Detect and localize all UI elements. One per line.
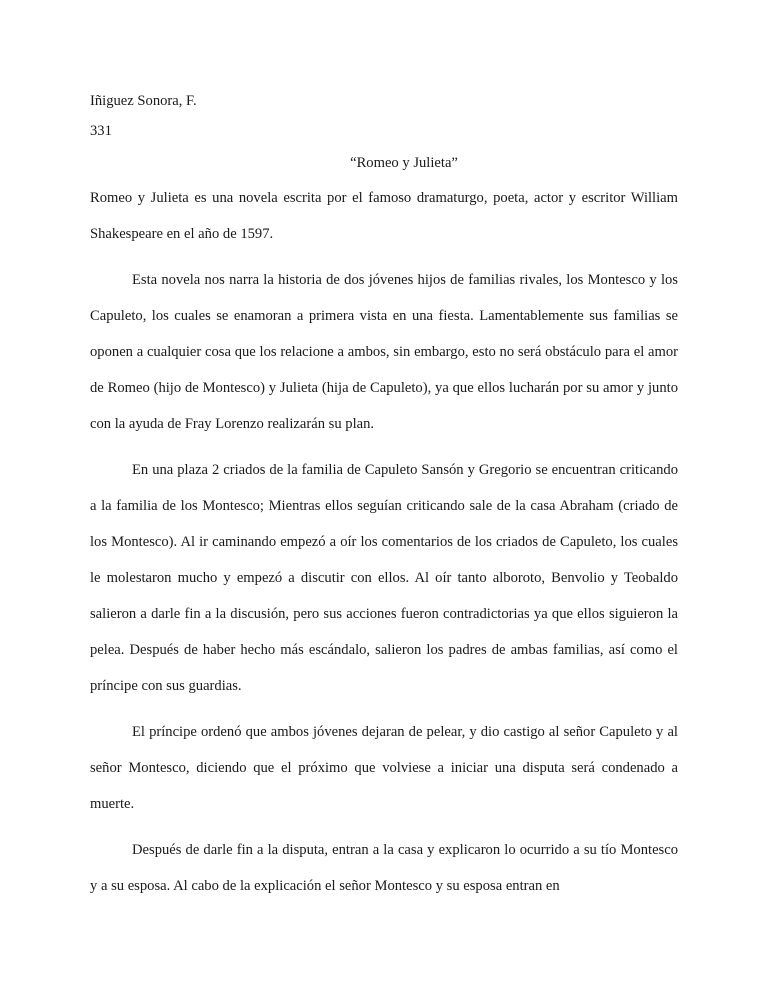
paragraph-intro: Romeo y Julieta es una novela escrita por el famoso dramaturgo, poeta, actor y escritor William Shakespeare en el año de 1597. (90, 190, 678, 242)
document-title: “Romeo y Julieta” (350, 155, 458, 171)
paragraph-after-dispute: Después de darle fin a la disputa, entran a la casa y explicaron lo ocurrido a su tío Montesco y a su esposa. Al cabo de la explicación el señor Montesco y su esposa entran en (90, 842, 678, 894)
paragraph-summary: Esta novela nos narra la historia de dos jóvenes hijos de familias rivales, los Montesco y los Capuleto, los cuales se enamoran a primera vista en una fiesta. Lamentablemente sus familias se oponen a cualquier cosa que los relacione a ambos, sin embargo, esto no será obstáculo para el amor de Romeo (hijo de Montesco) y Julieta (hija de Capuleto), ya que ellos lucharán por su amor y junto con la ayuda de Fray Lorenzo realizarán su plan. (90, 272, 678, 432)
paragraph-prince: El príncipe ordenó que ambos jóvenes dejaran de pelear, y dio castigo al señor Capuleto y al señor Montesco, diciendo que el próximo que volviese a iniciar una disputa será condenado a muerte. (90, 724, 678, 812)
paragraph-plaza: En una plaza 2 criados de la familia de Capuleto Sansón y Gregorio se encuentran criticando a la familia de los Montesco; Mientras ellos seguían criticando sale de la casa Abraham (criado de los Montesco). Al ir caminando empezó a oír los comentarios de los criados de Capuleto, los cuales le molestaron mucho y empezó a discutir con ellos. Al oír tanto alboroto, Benvolio y Teobaldo salieron a darle fin a la discusión, pero sus acciones fueron contradictorias ya que ellos siguieron la pelea. Después de haber hecho más escándalo, salieron los padres de ambas familias, así como el príncipe con sus guardias. (90, 462, 678, 694)
author-line: Iñiguez Sonora, F. (90, 93, 197, 109)
document-body (90, 86, 678, 914)
number-line: 331 (90, 123, 112, 139)
